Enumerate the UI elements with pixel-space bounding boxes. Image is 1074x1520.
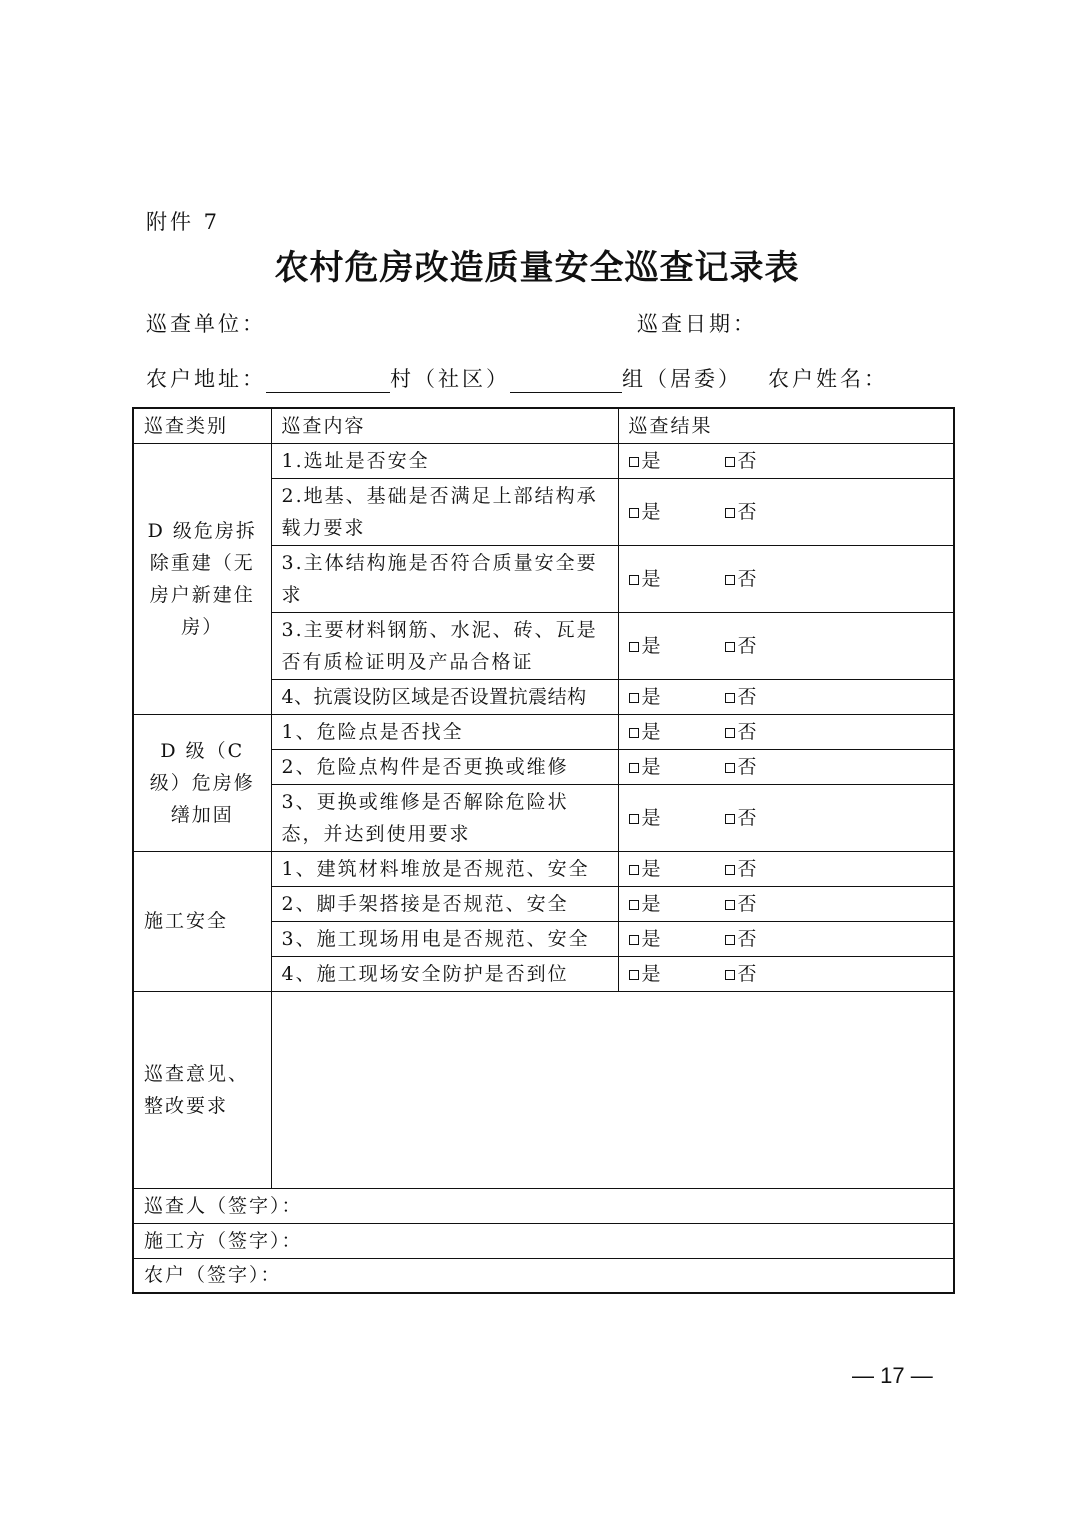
village-label: 村（社区） bbox=[390, 367, 510, 391]
checkbox-yes[interactable] bbox=[629, 763, 639, 773]
signature-row bbox=[133, 1223, 954, 1258]
result-cell bbox=[618, 714, 954, 749]
checkbox-yes[interactable] bbox=[629, 508, 639, 518]
content-cell: 1、建筑材料堆放是否规范、安全 bbox=[271, 851, 618, 886]
content-cell: 4、抗震设防区域是否设置抗震结构 bbox=[271, 679, 618, 714]
checkbox-no[interactable] bbox=[725, 575, 735, 585]
no-label: 否 bbox=[737, 927, 757, 950]
content-cell: 1、危险点是否找全 bbox=[271, 714, 618, 749]
checkbox-no[interactable] bbox=[725, 457, 735, 467]
yes-label: 是 bbox=[641, 927, 661, 950]
content-cell: 3.主要材料钢筋、水泥、砖、瓦是否有质检证明及产品合格证 bbox=[271, 612, 618, 679]
result-cell bbox=[618, 443, 954, 478]
page-number: — 17 — bbox=[852, 1363, 933, 1388]
checkbox-no[interactable] bbox=[725, 935, 735, 945]
no-label: 否 bbox=[737, 892, 757, 915]
no-label: 否 bbox=[737, 685, 757, 708]
yes-label: 是 bbox=[641, 634, 661, 657]
table-row bbox=[133, 851, 954, 886]
date-label: 巡查日期： bbox=[637, 312, 757, 336]
checkbox-yes[interactable] bbox=[629, 865, 639, 875]
header-category: 巡查类别 bbox=[133, 408, 271, 443]
checkbox-yes[interactable] bbox=[629, 457, 639, 467]
opinion-row bbox=[133, 991, 954, 1188]
checkbox-no[interactable] bbox=[725, 814, 735, 824]
address-row bbox=[146, 363, 888, 393]
checkbox-no[interactable] bbox=[725, 970, 735, 980]
yes-label: 是 bbox=[641, 857, 661, 880]
result-cell bbox=[618, 545, 954, 612]
checkbox-yes[interactable] bbox=[629, 693, 639, 703]
farmer-signature[interactable]: 农户（签字）： bbox=[133, 1258, 954, 1293]
yes-label: 是 bbox=[641, 806, 661, 829]
content-cell: 2.地基、基础是否满足上部结构承载力要求 bbox=[271, 478, 618, 545]
result-cell bbox=[618, 886, 954, 921]
yes-label: 是 bbox=[641, 720, 661, 743]
result-cell bbox=[618, 956, 954, 991]
checkbox-yes[interactable] bbox=[629, 970, 639, 980]
category-cell: 施工安全 bbox=[133, 851, 271, 991]
no-label: 否 bbox=[737, 962, 757, 985]
checkbox-no[interactable] bbox=[725, 763, 735, 773]
inspection-table bbox=[132, 407, 955, 1294]
document-title: 农村危房改造质量安全巡查记录表 bbox=[274, 248, 800, 288]
no-label: 否 bbox=[737, 720, 757, 743]
yes-label: 是 bbox=[641, 567, 661, 590]
opinion-input-area[interactable] bbox=[271, 991, 954, 1188]
table-row bbox=[133, 714, 954, 749]
checkbox-no[interactable] bbox=[725, 900, 735, 910]
content-cell: 3、施工现场用电是否规范、安全 bbox=[271, 921, 618, 956]
content-cell: 2、脚手架搭接是否规范、安全 bbox=[271, 886, 618, 921]
no-label: 否 bbox=[737, 634, 757, 657]
result-cell bbox=[618, 612, 954, 679]
checkbox-yes[interactable] bbox=[629, 642, 639, 652]
category-cell: D 级危房拆除重建（无房户新建住房） bbox=[133, 443, 271, 714]
village-blank[interactable] bbox=[266, 370, 390, 393]
category-cell: D 级（C 级）危房修缮加固 bbox=[133, 714, 271, 851]
inspection-info-row bbox=[146, 308, 757, 338]
yes-label: 是 bbox=[641, 685, 661, 708]
checkbox-yes[interactable] bbox=[629, 575, 639, 585]
signature-row bbox=[133, 1258, 954, 1293]
no-label: 否 bbox=[737, 857, 757, 880]
attachment-label: 附件 7 bbox=[146, 210, 221, 234]
content-cell: 1.选址是否安全 bbox=[271, 443, 618, 478]
no-label: 否 bbox=[737, 806, 757, 829]
no-label: 否 bbox=[737, 755, 757, 778]
content-cell: 3.主体结构施是否符合质量安全要求 bbox=[271, 545, 618, 612]
no-label: 否 bbox=[737, 500, 757, 523]
group-blank[interactable] bbox=[510, 370, 622, 393]
content-cell: 2、危险点构件是否更换或维修 bbox=[271, 749, 618, 784]
result-cell bbox=[618, 851, 954, 886]
checkbox-no[interactable] bbox=[725, 642, 735, 652]
group-label: 组（居委） bbox=[622, 367, 742, 391]
result-cell bbox=[618, 478, 954, 545]
contractor-signature[interactable]: 施工方（签字）： bbox=[133, 1223, 954, 1258]
checkbox-no[interactable] bbox=[725, 693, 735, 703]
yes-label: 是 bbox=[641, 755, 661, 778]
header-content: 巡查内容 bbox=[271, 408, 618, 443]
header-result: 巡查结果 bbox=[618, 408, 954, 443]
inspector-signature[interactable]: 巡查人（签字）： bbox=[133, 1188, 954, 1223]
yes-label: 是 bbox=[641, 962, 661, 985]
checkbox-no[interactable] bbox=[725, 508, 735, 518]
unit-label: 巡查单位： bbox=[146, 312, 266, 336]
result-cell bbox=[618, 784, 954, 851]
address-label: 农户地址： bbox=[146, 367, 266, 391]
no-label: 否 bbox=[737, 567, 757, 590]
result-cell bbox=[618, 749, 954, 784]
yes-label: 是 bbox=[641, 892, 661, 915]
name-label: 农户姓名： bbox=[768, 367, 888, 391]
content-cell: 3、更换或维修是否解除危险状态，并达到使用要求 bbox=[271, 784, 618, 851]
yes-label: 是 bbox=[641, 449, 661, 472]
checkbox-yes[interactable] bbox=[629, 728, 639, 738]
content-cell: 4、施工现场安全防护是否到位 bbox=[271, 956, 618, 991]
opinion-label: 巡查意见、整改要求 bbox=[133, 991, 271, 1188]
checkbox-no[interactable] bbox=[725, 865, 735, 875]
checkbox-yes[interactable] bbox=[629, 900, 639, 910]
table-header-row bbox=[133, 408, 954, 443]
result-cell bbox=[618, 679, 954, 714]
checkbox-yes[interactable] bbox=[629, 814, 639, 824]
yes-label: 是 bbox=[641, 500, 661, 523]
no-label: 否 bbox=[737, 449, 757, 472]
checkbox-yes[interactable] bbox=[629, 935, 639, 945]
checkbox-no[interactable] bbox=[725, 728, 735, 738]
signature-row bbox=[133, 1188, 954, 1223]
result-cell bbox=[618, 921, 954, 956]
table-row bbox=[133, 443, 954, 478]
